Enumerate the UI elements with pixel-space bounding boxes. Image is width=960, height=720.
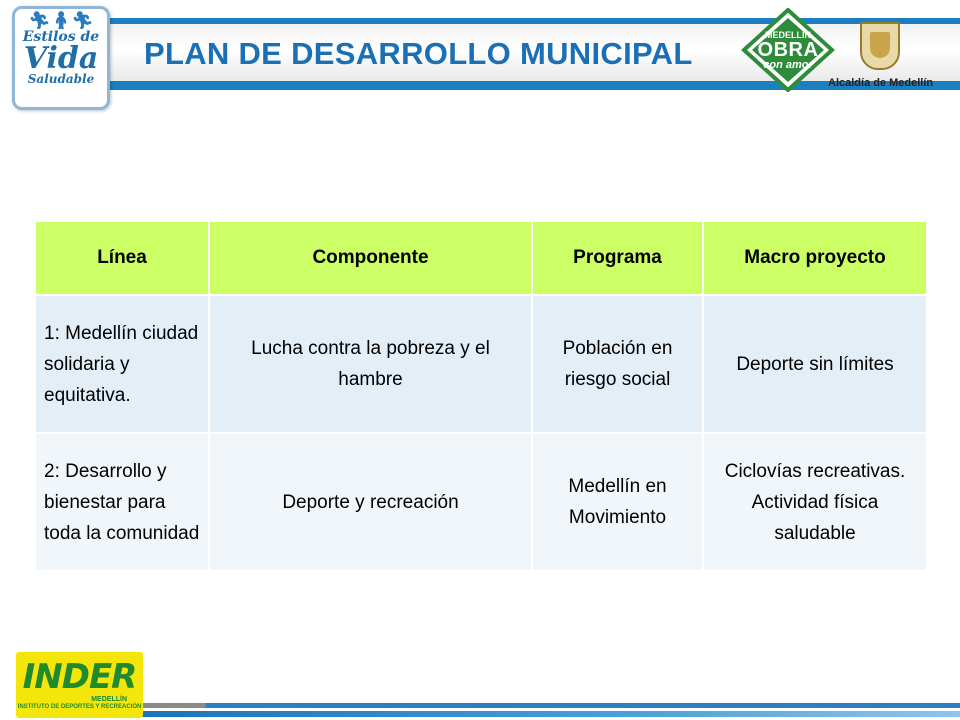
- header-macro-proyecto: Macro proyecto: [703, 222, 926, 295]
- cell-macro-proyecto: Deporte sin límites: [703, 295, 926, 433]
- footer-divider: [140, 703, 960, 708]
- coat-of-arms-icon: [860, 22, 900, 70]
- header-programa: Programa: [532, 222, 703, 295]
- header-componente: Componente: [209, 222, 532, 295]
- plan-table: [36, 222, 926, 572]
- table-row: [36, 433, 926, 571]
- cell-componente: Lucha contra la pobreza y el hambre: [209, 295, 532, 433]
- cell-linea: 1: Medellín ciudad solidaria y equitativa.: [36, 295, 209, 433]
- cell-programa: Población en riesgo social: [532, 295, 703, 433]
- cell-linea: 2: Desarrollo y bienestar para toda la comunidad: [36, 433, 209, 571]
- page-title: PLAN DE DESARROLLO MUNICIPAL: [144, 36, 693, 71]
- logo-line-3: Saludable: [27, 72, 95, 86]
- table-row: [36, 295, 926, 433]
- inder-subtitle: INSTITUTO DE DEPORTES Y RECREACIÓN: [17, 704, 142, 710]
- cell-componente: Deporte y recreación: [209, 433, 532, 571]
- inder-name: INDER: [22, 657, 137, 697]
- inder-city: MEDELLÍN: [91, 696, 127, 703]
- obra-logo-text: MEDELLÍN OBRA con amor: [757, 30, 819, 71]
- logo-line-2: Vida: [23, 41, 99, 76]
- people-icon: 🏃︎🧍︎🏃︎: [28, 11, 94, 30]
- logo-line-1: Estilos de: [22, 29, 100, 45]
- inder-logo: [16, 652, 143, 718]
- cell-programa: Medellín en Movimiento: [532, 433, 703, 571]
- alcaldia-caption: Alcaldía de Medellín: [828, 77, 934, 89]
- table-header-row: [36, 222, 926, 295]
- cell-macro-proyecto: Ciclovías recreativas. Actividad física saludable: [703, 433, 926, 571]
- header-linea: Línea: [36, 222, 209, 295]
- estilos-de-vida-logo: [12, 6, 110, 110]
- footer-divider: [140, 711, 960, 717]
